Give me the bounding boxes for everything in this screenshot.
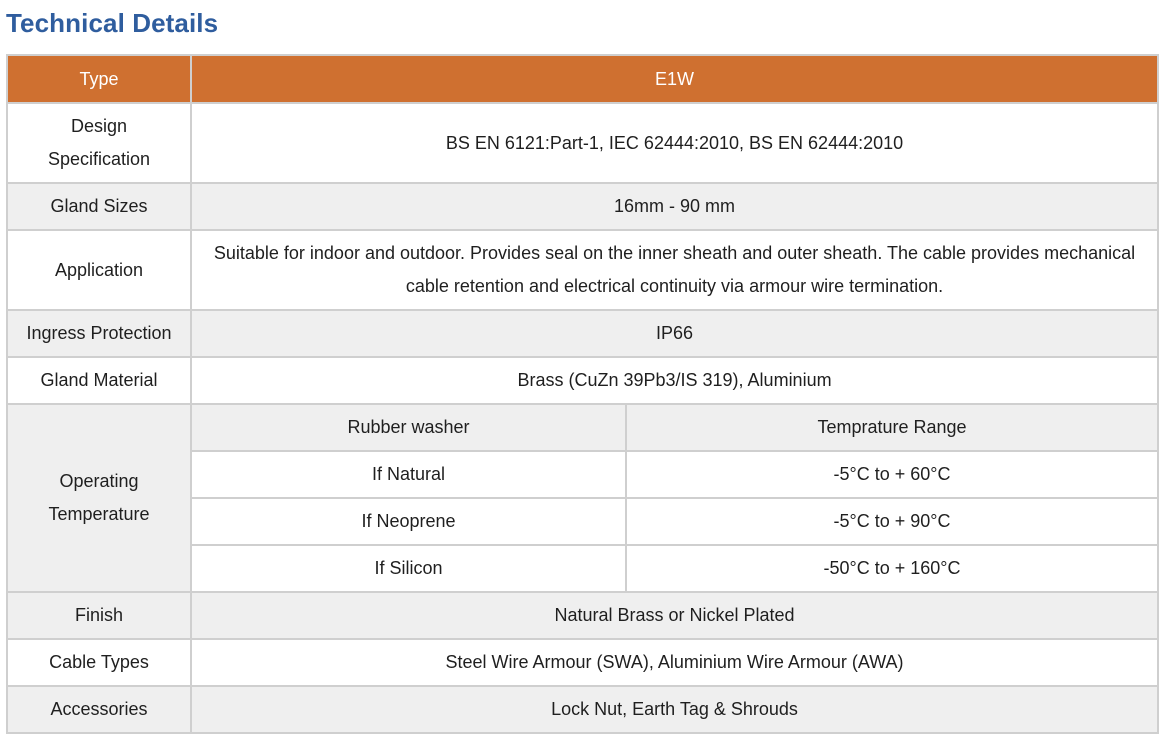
subtable-header-rubber-washer: Rubber washer (191, 404, 626, 451)
row-value-accessories: Lock Nut, Earth Tag & Shrouds (191, 686, 1158, 733)
row-label-cable-types: Cable Types (7, 639, 191, 686)
subtable-washer-cell: If Neoprene (191, 498, 626, 545)
subtable-range-cell: -5°C to + 90°C (626, 498, 1158, 545)
subtable-range-cell: -50°C to + 160°C (626, 545, 1158, 592)
subtable-header-temperature-range: Temprature Range (626, 404, 1158, 451)
row-value-cable-types: Steel Wire Armour (SWA), Aluminium Wire Armour (AWA) (191, 639, 1158, 686)
table-header-row (7, 55, 1158, 103)
row-label-accessories: Accessories (7, 686, 191, 733)
row-value-ingress-protection: IP66 (191, 310, 1158, 357)
table-row (7, 103, 1158, 183)
table-row (7, 310, 1158, 357)
subtable-range-cell: -5°C to + 60°C (626, 451, 1158, 498)
table-row (7, 639, 1158, 686)
subtable-washer-cell: If Silicon (191, 545, 626, 592)
table-row (7, 592, 1158, 639)
row-label-gland-sizes: Gland Sizes (7, 183, 191, 230)
table-row (7, 357, 1158, 404)
row-label-design-specification: Design Specification (7, 103, 191, 183)
table-row (7, 183, 1158, 230)
row-label-application: Application (7, 230, 191, 310)
subtable-washer-cell: If Natural (191, 451, 626, 498)
row-label-gland-material: Gland Material (7, 357, 191, 404)
row-value-gland-material: Brass (CuZn 39Pb3/IS 319), Aluminium (191, 357, 1158, 404)
table-row (7, 230, 1158, 310)
header-value: E1W (191, 55, 1158, 103)
row-value-gland-sizes: 16mm - 90 mm (191, 183, 1158, 230)
technical-details-table (6, 54, 1159, 734)
table-row (7, 686, 1158, 733)
row-label-finish: Finish (7, 592, 191, 639)
header-label: Type (7, 55, 191, 103)
row-value-design-specification: BS EN 6121:Part-1, IEC 62444:2010, BS EN 62444:2010 (191, 103, 1158, 183)
row-value-application: Suitable for indoor and outdoor. Provides seal on the inner sheath and outer sheath. The cable provides mechanical cable retention and electrical continuity via armour wire termination. (191, 230, 1158, 310)
row-label-ingress-protection: Ingress Protection (7, 310, 191, 357)
table-row (7, 404, 1158, 451)
row-value-finish: Natural Brass or Nickel Plated (191, 592, 1158, 639)
row-label-operating-temperature: Operating Temperature (7, 404, 191, 592)
page-title: Technical Details (6, 8, 219, 38)
